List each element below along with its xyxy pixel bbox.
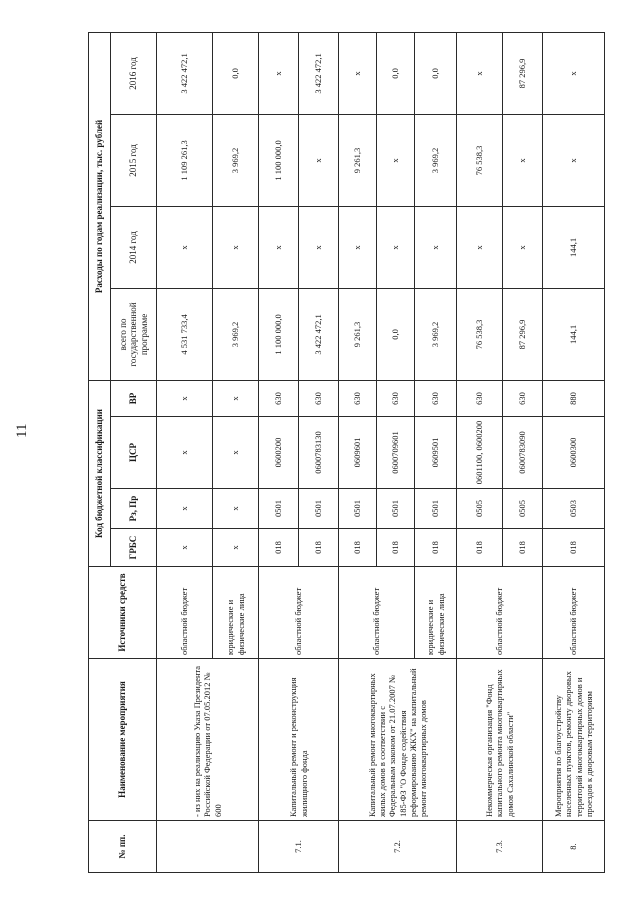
row-2016: 87 296,9	[503, 32, 543, 114]
row-total: 3 422 472,1	[299, 288, 339, 380]
row-rzpr: 0505	[457, 489, 503, 529]
row-2014: х	[213, 206, 259, 288]
row-2015: 3 969,2	[213, 114, 259, 206]
table-row	[259, 32, 299, 872]
row-rzpr: 0505	[503, 489, 543, 529]
row-name: Некоммерческая организация "Фонд капитального ремонта многоквартирных домов Сахалинской области"	[457, 659, 543, 821]
header-grbs: ГРБС	[111, 529, 157, 567]
row-num: 7.2.	[339, 821, 457, 873]
row-grbs: 018	[377, 529, 415, 567]
header-kbk: Код бюджетной классификации	[89, 380, 111, 566]
row-2014: х	[259, 206, 299, 288]
row-2016: 3 422 472,1	[157, 32, 213, 114]
row-2014: х	[377, 206, 415, 288]
row-source: областной бюджет	[457, 567, 543, 659]
row-source: областной бюджет	[339, 567, 415, 659]
row-source: областной бюджет	[157, 567, 213, 659]
row-csr: 0609501	[415, 417, 457, 489]
row-total: 9 261,3	[339, 288, 377, 380]
row-vr: 880	[543, 380, 605, 416]
row-2014: х	[503, 206, 543, 288]
page-number: 11	[14, 423, 30, 438]
row-csr: х	[213, 417, 259, 489]
row-source: областной бюджет	[259, 567, 339, 659]
header-2016: 2016 год	[111, 32, 157, 114]
row-total: 0,0	[377, 288, 415, 380]
row-grbs: х	[213, 529, 259, 567]
row-2015: х	[543, 114, 605, 206]
row-rzpr: 0501	[259, 489, 299, 529]
row-2016: х	[457, 32, 503, 114]
row-vr: 630	[259, 380, 299, 416]
row-num	[157, 821, 259, 873]
row-num: 7.3.	[457, 821, 543, 873]
table-row	[543, 32, 605, 872]
row-grbs: 018	[543, 529, 605, 567]
row-csr: 0600709601	[377, 417, 415, 489]
row-vr: 630	[339, 380, 377, 416]
header-rzpr: Рз, Пр	[111, 489, 157, 529]
row-name: - из них на реализацию Указа Президента Российской Федерации от 07.05.2012 № 600	[157, 659, 259, 821]
row-2016: 3 422 472,1	[299, 32, 339, 114]
row-source: юридические и физические лица	[213, 567, 259, 659]
row-rzpr: 0501	[339, 489, 377, 529]
row-rzpr: 0501	[415, 489, 457, 529]
header-2015: 2015 год	[111, 114, 157, 206]
row-2015: 76 538,3	[457, 114, 503, 206]
row-rzpr: х	[157, 489, 213, 529]
header-vr: ВР	[111, 380, 157, 416]
row-2015: 9 261,3	[339, 114, 377, 206]
row-2016: х	[543, 32, 605, 114]
row-csr: 0609601	[339, 417, 377, 489]
row-2016: х	[259, 32, 299, 114]
row-grbs: 018	[457, 529, 503, 567]
row-grbs: 018	[503, 529, 543, 567]
row-2015: х	[503, 114, 543, 206]
row-rzpr: 0501	[299, 489, 339, 529]
row-vr: х	[157, 380, 213, 416]
row-csr: 0600200	[259, 417, 299, 489]
row-csr: 0601100, 0600200	[457, 417, 503, 489]
row-vr: 630	[299, 380, 339, 416]
budget-table	[88, 32, 605, 873]
row-total: 76 538,3	[457, 288, 503, 380]
row-2015: 1 100 000,0	[259, 114, 299, 206]
row-grbs: 018	[259, 529, 299, 567]
rotated-table-wrapper	[88, 33, 594, 873]
row-2016: 0,0	[213, 32, 259, 114]
row-csr: 0600783090	[503, 417, 543, 489]
table-row	[157, 32, 213, 872]
row-vr: х	[213, 380, 259, 416]
header-name: Наименование мероприятия	[89, 659, 157, 821]
row-rzpr: 0501	[377, 489, 415, 529]
row-grbs: 018	[339, 529, 377, 567]
table-row	[457, 32, 503, 872]
row-grbs: 018	[415, 529, 457, 567]
row-rzpr: 0503	[543, 489, 605, 529]
row-csr: 0600300	[543, 417, 605, 489]
row-name: Капитальный ремонт многоквартирных жилых домов в соответствии с Федеральным законом от 21.07.2007 № 185-ФЗ "О Фонде содействия реформированию ЖКХ" на капитальный ремонт многоквартирных домов	[339, 659, 457, 821]
row-total: 3 969,2	[213, 288, 259, 380]
row-name: Мероприятия по благоустройству населенных пунктов, ремонту дворовых территорий многоквартирных домов и проездов к дворовым территориям	[543, 659, 605, 821]
row-num: 8.	[543, 821, 605, 873]
row-vr: 630	[415, 380, 457, 416]
row-vr: 630	[377, 380, 415, 416]
row-source: юридические и физические лица	[415, 567, 457, 659]
row-grbs: х	[157, 529, 213, 567]
row-vr: 630	[457, 380, 503, 416]
row-2015: х	[299, 114, 339, 206]
header-expenses: Расходы по годам реализации, тыс. рублей	[89, 32, 111, 380]
row-2014: х	[415, 206, 457, 288]
row-2015: 3 969,2	[415, 114, 457, 206]
row-2015: 1 109 261,3	[157, 114, 213, 206]
row-total: 144,1	[543, 288, 605, 380]
row-total: 4 531 733,4	[157, 288, 213, 380]
row-2014: 144,1	[543, 206, 605, 288]
row-grbs: 018	[299, 529, 339, 567]
row-num: 7.1.	[259, 821, 339, 873]
row-2014: х	[299, 206, 339, 288]
row-source: областной бюджет	[543, 567, 605, 659]
row-2014: х	[339, 206, 377, 288]
table-row	[339, 32, 377, 872]
row-2016: 0,0	[415, 32, 457, 114]
header-num: № пп.	[89, 821, 157, 873]
header-2014: 2014 год	[111, 206, 157, 288]
row-total: 1 100 000,0	[259, 288, 299, 380]
row-2015: х	[377, 114, 415, 206]
row-2014: х	[457, 206, 503, 288]
row-total: 87 296,9	[503, 288, 543, 380]
header-total: всего по государственной программе	[111, 288, 157, 380]
row-total: 3 969,2	[415, 288, 457, 380]
row-2014: х	[157, 206, 213, 288]
row-2016: х	[339, 32, 377, 114]
row-csr: 0600783130	[299, 417, 339, 489]
row-vr: 630	[503, 380, 543, 416]
row-csr: х	[157, 417, 213, 489]
header-source: Источники средств	[89, 567, 157, 659]
header-csr: ЦСР	[111, 417, 157, 489]
row-name: Капитальный ремонт и реконструкция жилищного фонда	[259, 659, 339, 821]
row-2016: 0,0	[377, 32, 415, 114]
row-rzpr: х	[213, 489, 259, 529]
